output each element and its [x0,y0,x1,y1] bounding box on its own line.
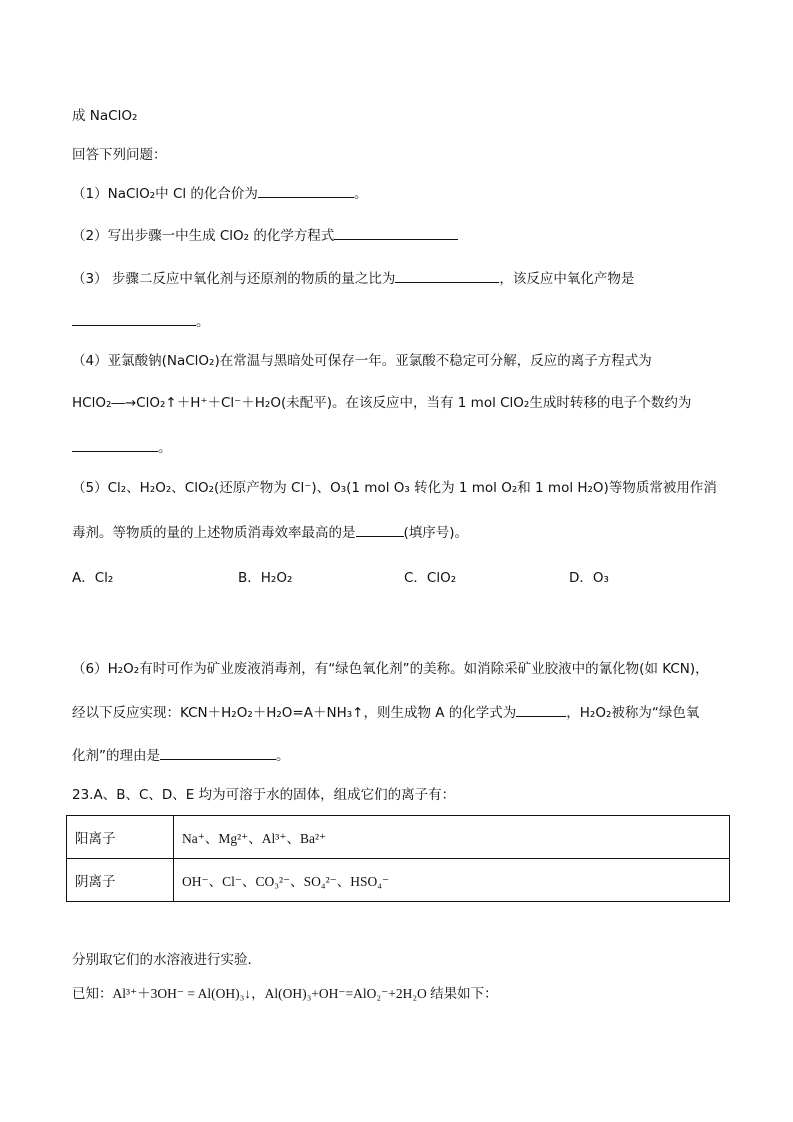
anion-label: 阴离子 [67,859,174,902]
question-6-text: 经以下反应实现：KCN＋H₂O₂＋H₂O=A＋NH₃↑，则生成物 A 的化学式为 [72,705,517,721]
option-a[interactable]: A．Cl₂ [72,570,114,586]
question-3 [72,268,634,288]
option-c[interactable]: C．ClO₂ [404,570,457,586]
question-1-text: （1）NaClO₂中 Cl 的化合价为 [72,186,258,202]
question-23: 23.A、B、C、D、E 均为可溶于水的固体，组成它们的离子有： [72,787,456,803]
question-6-text-2: ，H₂O₂被称为“绿色氧 [566,705,700,721]
question-5-line-2 [72,522,468,542]
question-6-text-3: 化剂”的理由是 [72,748,160,764]
question-4-line-3 [72,437,172,457]
question-2-text: （2）写出步骤一中生成 ClO₂ 的化学方程式 [72,228,335,244]
known-equations: 已知：Al³⁺＋3OH⁻ = Al(OH)₃↓，Al(OH)₃+OH⁻=AlO₂⁻+2H₂O 结果如下： [72,986,498,1001]
answer-blank-6a[interactable] [516,702,566,717]
question-1 [72,183,367,203]
ion-table [66,815,730,902]
prompt-answer-questions: 回答下列问题： [72,147,167,163]
question-3-text-2: ，该反应中氧化产物是 [499,271,635,287]
question-6: （6）H₂O₂有时可作为矿业废液消毒剂，有“绿色氧化剂”的美称。如消除采矿业胶液中的氰化物(如 KCN)， [72,661,709,677]
question-4-end: 。 [158,440,172,456]
answer-blank-3a[interactable] [395,268,499,283]
answer-blank-4[interactable] [72,437,158,452]
question-2 [72,225,458,245]
question-3-line-2 [72,311,210,331]
experiment-note: 分别取它们的水溶液进行实验． [72,952,261,968]
answer-blank-2[interactable] [334,225,458,240]
answer-blank-3b[interactable] [72,311,196,326]
question-6-end: 。 [276,748,290,764]
question-4: （4）亚氯酸钠(NaClO₂)在常温与黑暗处可保存一年。亚氯酸不稳定可分解，反应的离子方程式为 [72,353,652,369]
question-5: （5）Cl₂、H₂O₂、ClO₂(还原产物为 Cl⁻)、O₃(1 mol O₃ 转化为 1 mol O₂和 1 mol H₂O)等物质常被用作消 [72,480,717,496]
option-b[interactable]: B．H₂O₂ [238,570,293,586]
question-4-line-2: HClO₂―→ClO₂↑＋H⁺＋Cl⁻＋H₂O(未配平)。在该反应中，当有 1 mol ClO₂生成时转移的电子个数约为 [72,395,692,411]
answer-blank-6b[interactable] [160,745,276,760]
question-5-end: (填序号)。 [403,525,469,541]
question-5-text: 毒剂。等物质的量的上述物质消毒效率最高的是 [72,525,356,541]
answer-blank-1[interactable] [258,183,354,198]
cation-values: Na⁺、Mg²⁺、Al³⁺、Ba²⁺ [174,816,730,859]
question-6-line-2 [72,702,699,722]
cation-label: 阳离子 [67,816,174,859]
line-continuation: 成 NaClO₂ [72,108,138,124]
question-1-end: 。 [353,186,368,202]
answer-blank-5[interactable] [356,522,404,537]
question-3-end: 。 [196,314,210,330]
table-row [67,816,730,859]
question-3-text: （3） 步骤二反应中氧化剂与还原剂的物质的量之比为 [72,271,396,287]
question-6-line-3 [72,745,290,765]
table-row [67,859,730,902]
option-d[interactable]: D．O₃ [569,570,609,586]
anion-values: OH⁻、Cl⁻、CO₃²⁻、SO₄²⁻、HSO₄⁻ [174,859,730,902]
